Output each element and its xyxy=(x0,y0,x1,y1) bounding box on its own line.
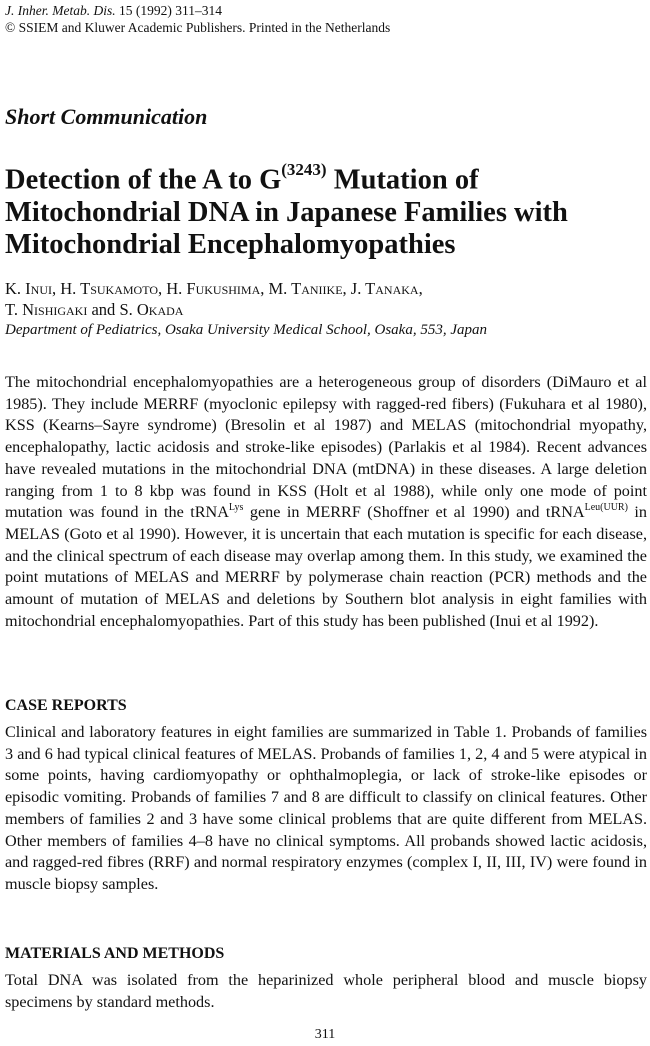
author: H. Fukushima xyxy=(166,279,261,298)
superscript-leu: Leu(UUR) xyxy=(584,501,628,513)
page-number: 311 xyxy=(314,1027,336,1042)
section-label: Short Communication xyxy=(5,104,208,129)
volume-pages: 15 (1992) 311–314 xyxy=(118,3,222,18)
case-reports-paragraph: Clinical and laboratory features in eight families are summarized in Table 1. Probands of families 3 and 6 had typical clinical features of MELAS. Probands of families 1, 2, 4 and 5 were atypical in some points, having cardiomyopathy or ophthalmoplegia, or lack of stroke-like episodes or episodic vomiting. Probands of families 7 and 8 are difficult to classify on clinical features. Other members of families 2 and 3 have some clinical problems that are quite different from MELAS. Other members of families 4–8 have no clinical symptoms. All probands showed lactic acidosis, and ragged-red fibres (RRF) and normal respiratory enzymes (complex I, II, III, IV) were found in muscle biopsy samples. xyxy=(5,723,647,893)
author: S. Okada xyxy=(119,300,184,319)
author-line-1: K. Inui, H. Tsukamoto, H. Fukushima, M. Taniike, J. Tanaka, xyxy=(5,279,423,298)
journal-citation xyxy=(5,2,390,19)
superscript-lys: Lys xyxy=(228,501,244,513)
methods-heading: MATERIALS AND METHODS xyxy=(5,945,225,962)
title-line-2: Mitochondrial DNA in Japanese Families with xyxy=(5,196,568,228)
author-line-2: T. Nishigaki and S. Okada xyxy=(5,300,184,319)
intro-paragraph: The mitochondrial encephalomyopathies are a heterogeneous group of disorders (DiMauro et al 1985). They include MERRF (myoclonic epilepsy with ragged-red fibers) (Fukuhara et al 1980), KSS (Kearns–Sayre syndrome) (Bresolin et al 1987) and MELAS (mitochondrial myopathy, encephalopathy, lactic acidosis and stroke-like episodes) (Parlakis et al 1984). Recent advances have revealed mutations in the mitochondrial DNA (mtDNA) in these diseases. A large deletion ranging from 1 to 8 kbp was found in KSS (Holt et al 1988), while only one mode of point mutation was found in the tRNA$^{Lys}$ gene in MERRF (Shoffner et al 1990) and tRNA$^{Leu(UUR)}$ in MELAS (Goto et al 1990). However, it is uncertain that each mutation is specific for each disease, and the clinical spectrum of each disease may overlap among them. In this study, we examined the point mutations of MELAS and MERRF by polymerase chain reaction (PCR) methods and the amount of mutation of MELAS and deletions by Southern blot analysis in eight families with mitochondrial encephalomyopathies. Part of this study has been published (Inui et al 1992). xyxy=(5,373,648,630)
methods-paragraph: Total DNA was isolated from the heparinized whole peripheral blood and muscle biopsy specimens by standard methods. xyxy=(5,971,647,1011)
author: H. Tsukamoto xyxy=(60,279,158,298)
journal-name: J. Inher. Metab. Dis. xyxy=(5,3,116,18)
publisher-line: © SSIEM and Kluwer Academic Publishers. Printed in the Netherlands xyxy=(5,20,391,35)
article-title xyxy=(5,157,645,261)
author: K. Inui xyxy=(5,279,52,298)
author: T. Nishigaki xyxy=(5,300,88,319)
title-line-1: Detection of the A to $G^{(3243)}$ Mutation of xyxy=(5,160,479,196)
case-reports-heading: CASE REPORTS xyxy=(5,697,127,714)
journal-header xyxy=(5,2,390,36)
author: M. Taniike xyxy=(268,279,343,298)
author: J. Tanaka xyxy=(350,279,419,298)
title-line-3: Mitochondrial Encephalomyopathies xyxy=(5,228,456,260)
title-superscript: (3243) xyxy=(281,160,327,179)
author-list xyxy=(5,278,645,320)
affiliation: Department of Pediatrics, Osaka University Medical School, Osaka, 553, Japan xyxy=(5,322,487,338)
